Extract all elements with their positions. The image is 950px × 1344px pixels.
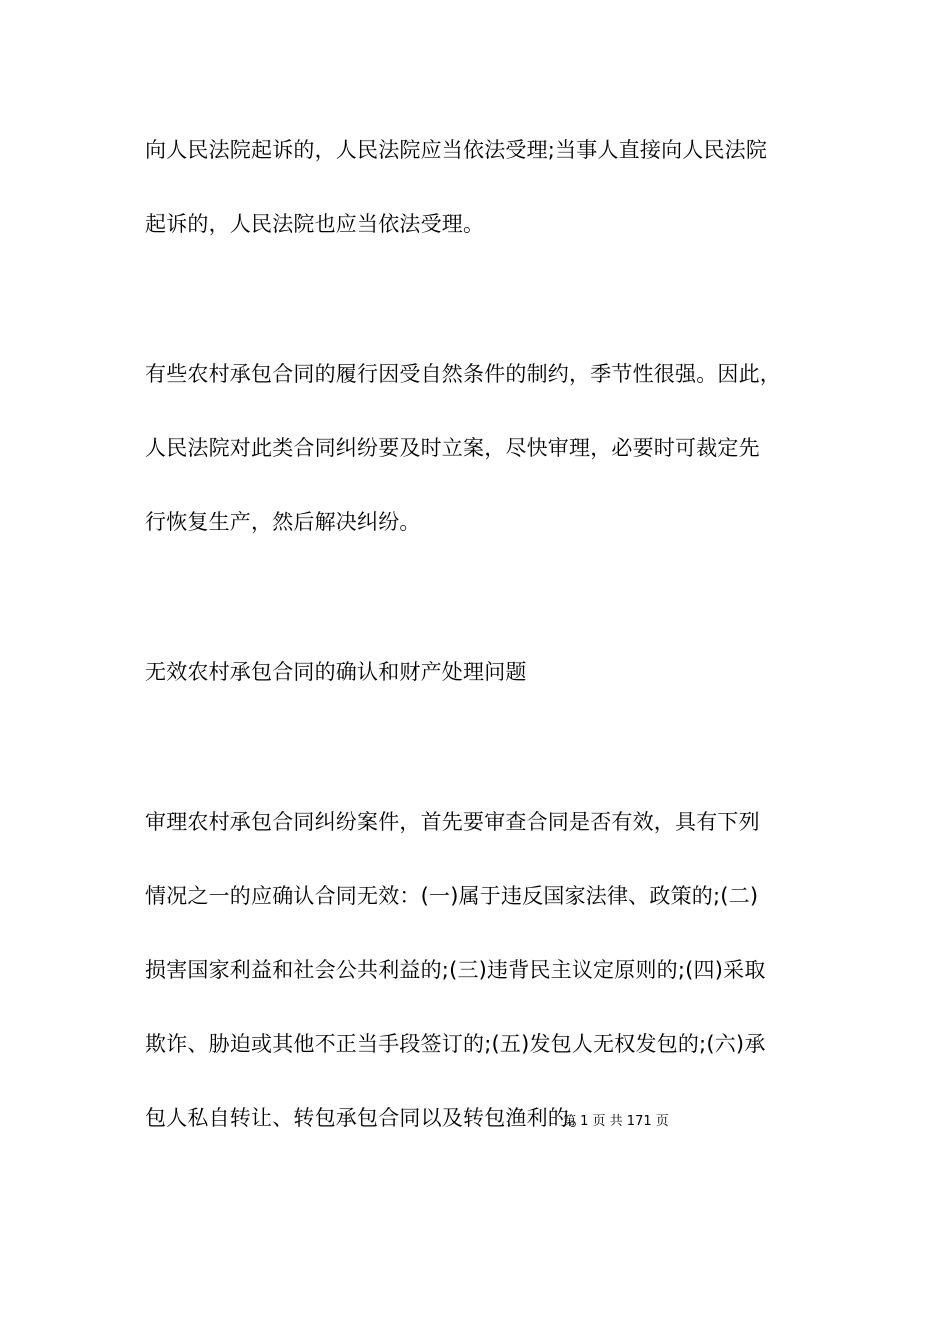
paragraph-2-line-1: 有些农村承包合同的履行因受自然条件的制约，季节性很强。因此， [145, 362, 781, 386]
section-heading: 无效农村承包合同的确认和财产处理问题 [145, 660, 527, 684]
page-number-footer: 第 1 页 共 171 页 [563, 1114, 669, 1129]
paragraph-1-line-2: 起诉的，人民法院也应当依法受理。 [145, 212, 485, 236]
paragraph-3-line-2: 情况之一的应确认合同无效：(一)属于违反国家法律、政策的;(二) [145, 884, 759, 908]
paragraph-2-line-3: 行恢复生产，然后解决纠纷。 [145, 510, 421, 534]
paragraph-3-line-4: 欺诈、胁迫或其他不正当手段签订的;(五)发包人无权发包的;(六)承 [145, 1032, 766, 1056]
paragraph-1-line-1: 向人民法院起诉的，人民法院应当依法受理;当事人直接向人民法院 [145, 138, 768, 162]
paragraph-2-line-2: 人民法院对此类合同纠纷要及时立案，尽快审理，必要时可裁定先 [145, 436, 760, 460]
paragraph-3-line-5: 包人私自转让、转包承包合同以及转包渔利的。 [145, 1106, 591, 1130]
paragraph-3-line-1: 审理农村承包合同纠纷案件，首先要审查合同是否有效，具有下列 [145, 810, 760, 834]
paragraph-3-line-3: 损害国家利益和社会公共利益的;(三)违背民主议定原则的;(四)采取 [145, 958, 766, 982]
